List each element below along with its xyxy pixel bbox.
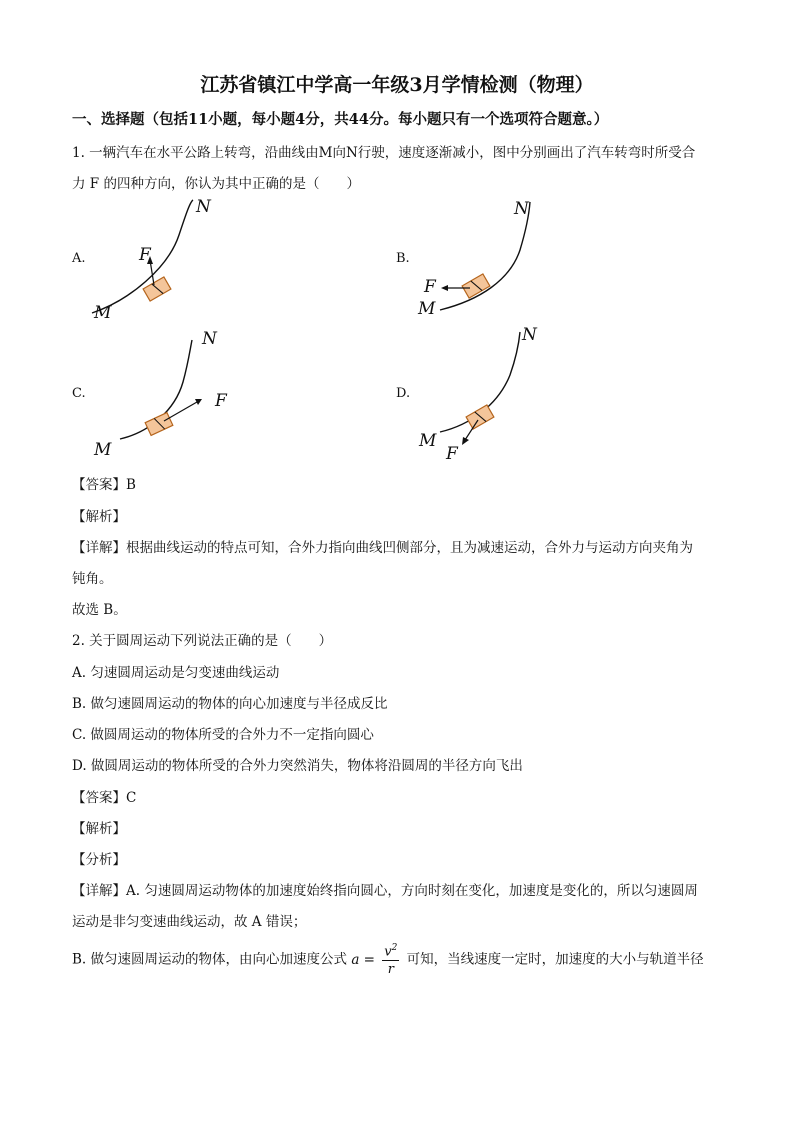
q1-option-b-label: B. (396, 251, 410, 266)
q2-option-a: A. 匀速圆周运动是匀变速曲线运动 (72, 665, 280, 681)
q2-detail-b-line (72, 944, 704, 976)
q2-option-c: C. 做圆周运动的物体所受的合外力不一定指向圆心 (72, 727, 374, 743)
q2-option-b: B. 做匀速圆周运动的物体的向心加速度与半径成反比 (72, 696, 388, 712)
point-m-label: M (94, 440, 112, 460)
force-label: F (139, 245, 151, 265)
arrowhead-icon (441, 285, 448, 291)
car-block (466, 405, 494, 429)
q2-fenxi-heading: 【分析】 (72, 852, 126, 868)
force-label: F (446, 444, 458, 464)
force-label: F (424, 277, 436, 297)
point-m-label: M (418, 299, 436, 319)
formula-lhs: a = (351, 951, 375, 968)
q2-detail-a-line1: 【详解】A. 匀速圆周运动物体的加速度始终指向圆心，方向时刻在变化，加速度是变化的，所以匀速圆周 (72, 883, 698, 899)
q1-diagram-b (410, 190, 570, 330)
q2-answer: 【答案】C (72, 790, 137, 806)
point-n-label: N (196, 197, 211, 217)
q1-stem-line1: 1. 一辆汽车在水平公路上转弯，沿曲线由M向N行驶，速度逐渐减小，图中分别画出了汽车转弯时所受合 (72, 145, 696, 161)
force-arrow (164, 402, 197, 421)
q1-option-c-label: C. (72, 386, 86, 401)
point-n-label: N (522, 325, 537, 345)
formula-exponent: 2 (391, 943, 398, 953)
q1-option-a-label: A. (72, 251, 86, 266)
q1-diagram-d (410, 320, 570, 470)
q2-option-d: D. 做圆周运动的物体所受的合外力突然消失，物体将沿圆周的半径方向飞出 (72, 758, 523, 774)
q1-option-d-label: D. (396, 386, 411, 401)
point-m-label: M (419, 431, 437, 451)
q1-diagram-c (80, 322, 250, 467)
q1-diagram-a (80, 190, 240, 330)
q2-detail-a-line2: 运动是非匀变速曲线运动，故 A 错误； (72, 914, 307, 930)
car-block (145, 413, 173, 436)
force-label: F (215, 391, 227, 411)
q1-conclusion: 故选 B。 (72, 602, 127, 618)
formula-denominator: r (387, 962, 394, 978)
q1-detail-line1: 【详解】根据曲线运动的特点可知，合外力指向曲线凹侧部分，且为减速运动，合外力与运动方向夹角为 (72, 540, 693, 556)
q2-stem: 2. 关于圆周运动下列说法正确的是（ ） (72, 633, 333, 649)
q1-answer: 【答案】B (72, 477, 136, 493)
point-m-label: M (94, 303, 112, 323)
point-n-label: N (514, 199, 529, 219)
formula-numerator (382, 944, 399, 961)
section-heading: 一、选择题（包括11小题，每小题4分，共44分。每小题只有一个选项符合题意。） (72, 111, 609, 128)
q1-stem-line2: 力 F 的四种方向，你认为其中正确的是（ ） (72, 176, 360, 192)
q1-analysis-heading: 【解析】 (72, 509, 126, 525)
q2-analysis-heading: 【解析】 (72, 821, 126, 837)
q2-detail-b-suffix: 可知，当线速度一定时，加速度的大小与轨道半径 (406, 951, 704, 968)
point-n-label: N (202, 329, 217, 349)
car-block (462, 274, 490, 298)
page-title: 江苏省镇江中学高一年级3月学情检测（物理） (200, 74, 594, 96)
formula (351, 943, 406, 978)
q2-detail-b-prefix: B. 做匀速圆周运动的物体，由向心加速度公式 (72, 951, 348, 968)
formula-fraction (382, 944, 399, 976)
q1-detail-line2: 钝角。 (72, 571, 113, 587)
formula-v: v (384, 944, 392, 960)
